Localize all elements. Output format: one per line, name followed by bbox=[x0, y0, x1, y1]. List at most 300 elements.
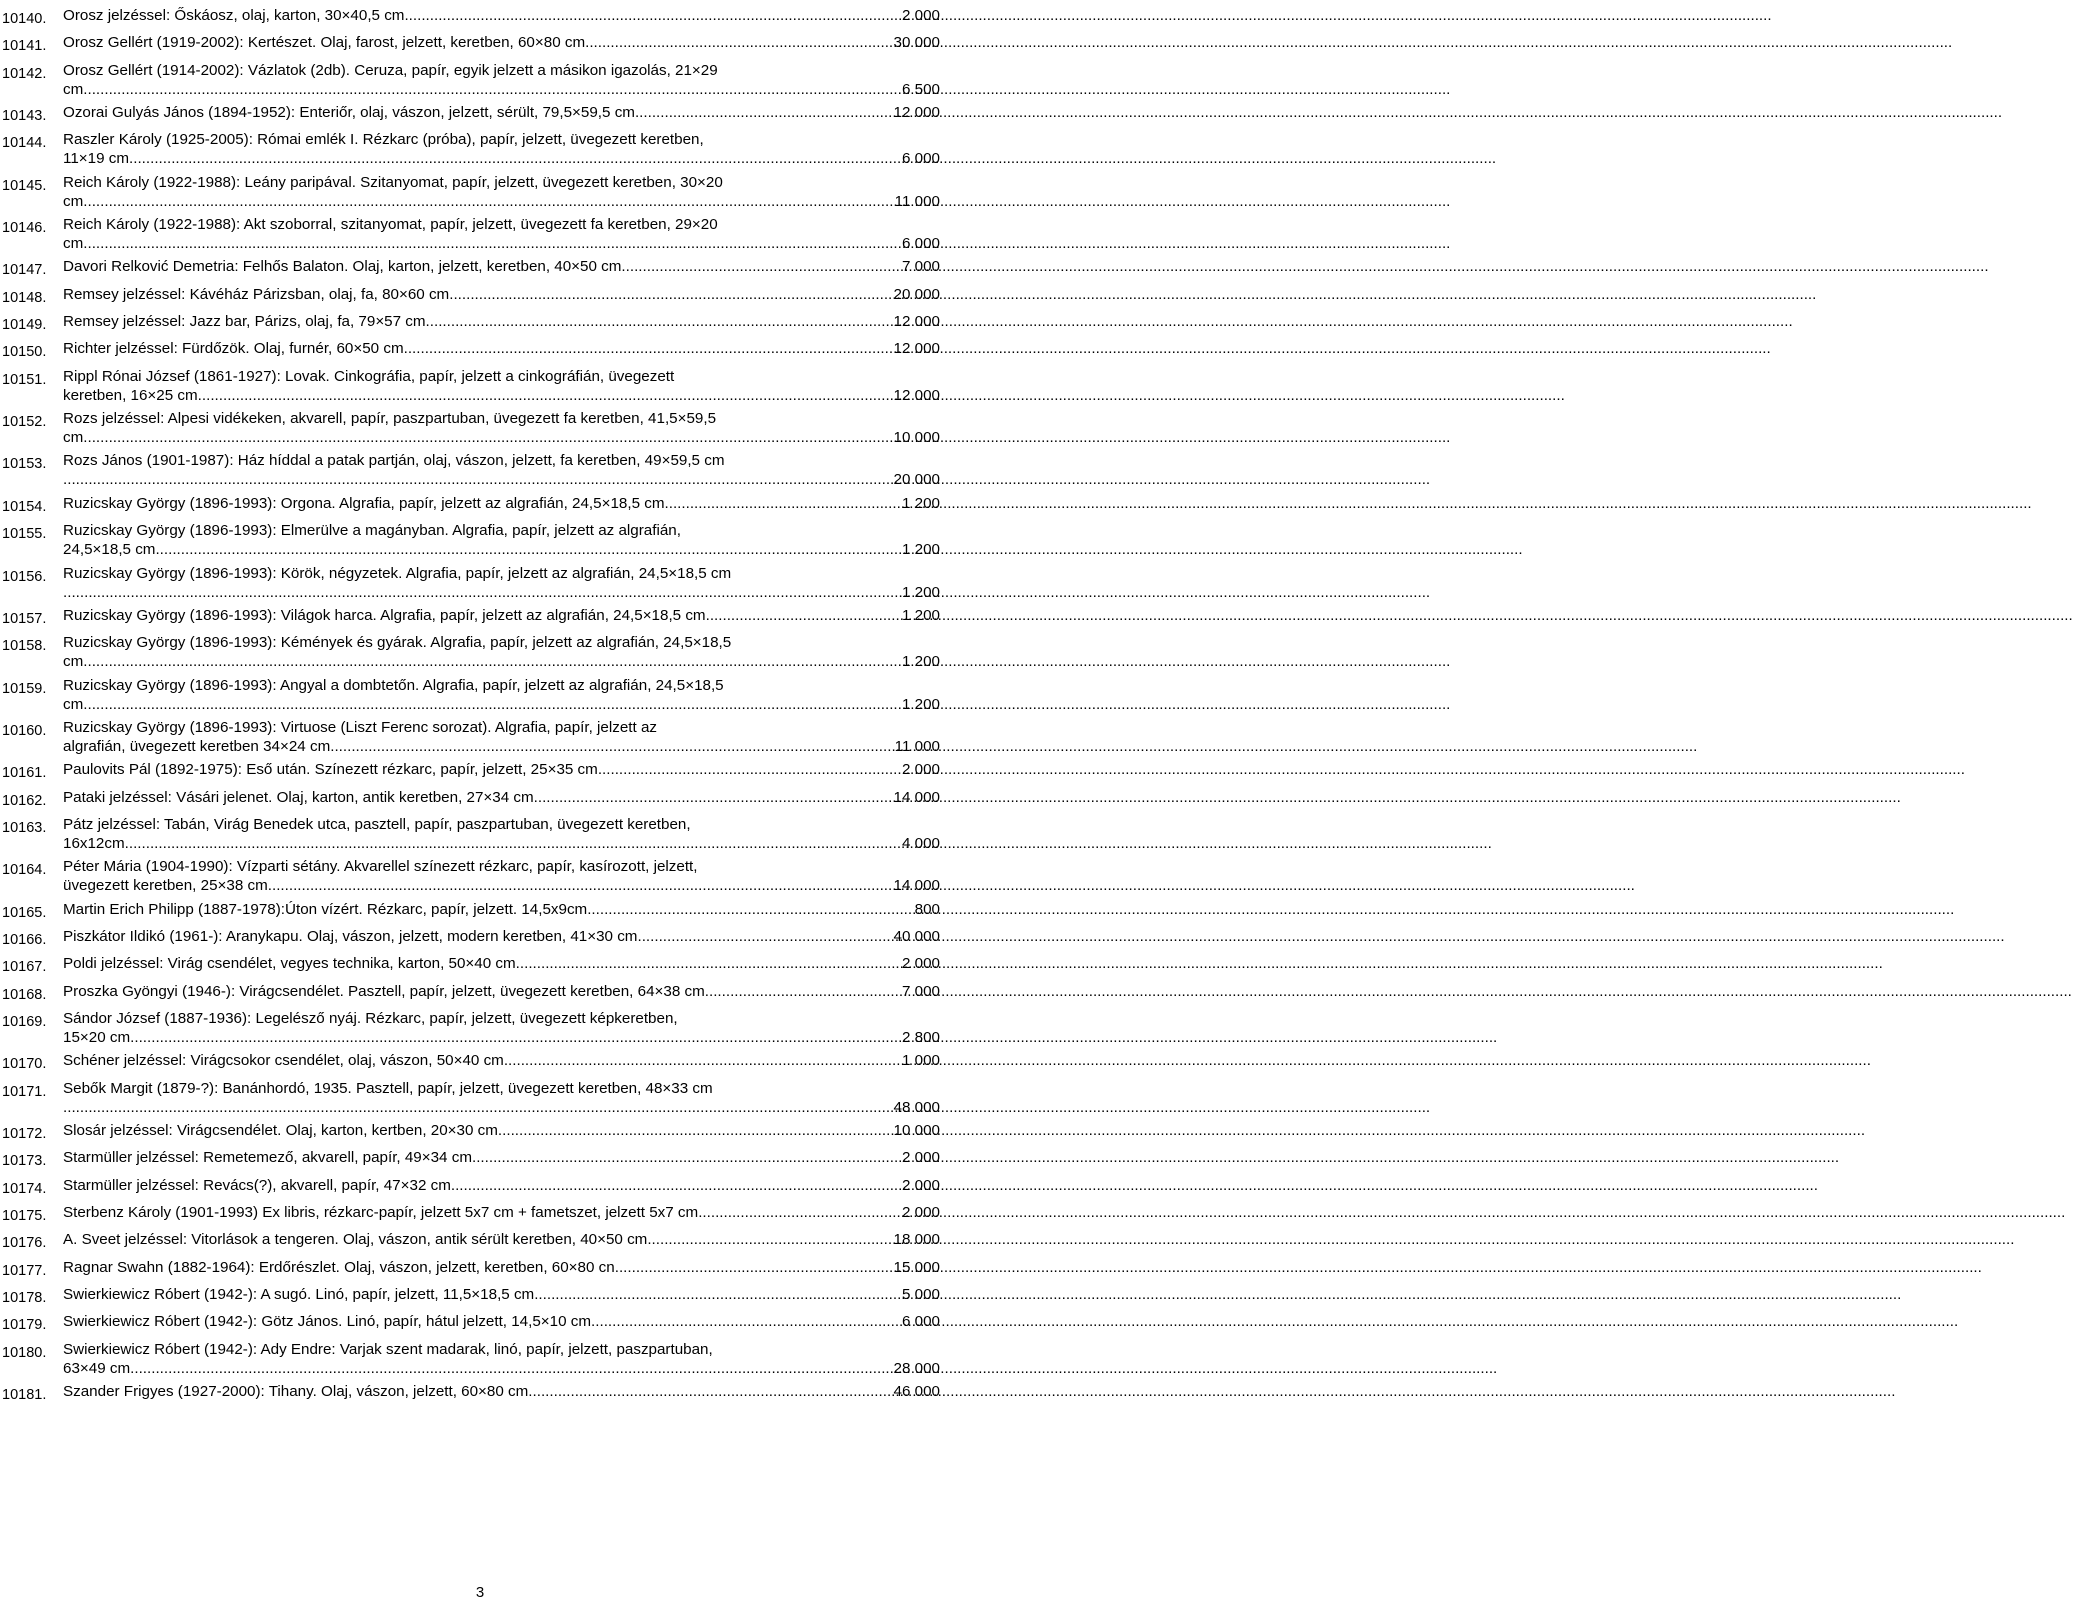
lot-number: 10146. bbox=[2, 220, 47, 237]
lot-description-text: Schéner jelzéssel: Virágcsokor csendélet, olaj, vászon, 50×40 cm bbox=[63, 1052, 504, 1070]
lot-description bbox=[63, 61, 940, 99]
lot-description-text: Swierkiewicz Róbert (1942-): Götz János. Linó, papír, hátul jelzett, 14,5×10 cm bbox=[63, 1313, 592, 1331]
catalog-entry bbox=[0, 451, 960, 489]
lot-price: 1 000 bbox=[901, 1052, 940, 1070]
lot-price: 2 000 bbox=[901, 1176, 940, 1194]
lot-description-text: Ruzicskay György (1896-1993): Orgona. Algrafia, papír, jelzett az algrafián, 24,5×18,5 cm bbox=[63, 494, 665, 512]
catalog-entry bbox=[0, 1121, 960, 1144]
lot-number: 10160. bbox=[2, 722, 47, 739]
dot-leader bbox=[63, 583, 902, 602]
lot-price: 48 000 bbox=[893, 1098, 940, 1116]
lot-number: 10151. bbox=[2, 371, 47, 388]
lot-description-text: Szander Frigyes (1927-2000): Tihany. Olaj, vászon, jelzett, 60×80 cm bbox=[63, 1383, 529, 1401]
lot-description bbox=[63, 815, 940, 853]
lot-description bbox=[63, 1079, 940, 1117]
lot-description bbox=[63, 1340, 940, 1378]
lot-number: 10153. bbox=[2, 456, 47, 473]
lot-price: 20 000 bbox=[893, 471, 940, 489]
lot-description bbox=[63, 173, 940, 211]
catalog-entry bbox=[0, 564, 960, 602]
lot-description bbox=[63, 1203, 940, 1222]
catalog-entry bbox=[0, 633, 960, 671]
dot-leader bbox=[83, 234, 902, 253]
dot-leader bbox=[635, 103, 894, 122]
lot-price: 11 000 bbox=[894, 737, 940, 755]
lot-description-text: Remsey jelzéssel: Jazz bar, Párizs, olaj, fa, 79×57 cm bbox=[63, 313, 426, 331]
lot-number: 10180. bbox=[2, 1344, 47, 1361]
dot-leader bbox=[615, 1258, 894, 1277]
lot-number: 10172. bbox=[2, 1126, 47, 1142]
catalog-entry bbox=[0, 900, 960, 923]
lot-description-text: Ruzicskay György (1896-1993): Világok harca. Algrafia, papír, jelzett az algrafián, 24,5×18,5 cm bbox=[63, 606, 706, 624]
catalog-entry bbox=[0, 521, 960, 559]
catalog-entry bbox=[0, 1258, 960, 1281]
catalog-entry bbox=[0, 606, 960, 629]
lot-description-text: 63×49 cm bbox=[63, 1359, 131, 1377]
lot-description bbox=[63, 564, 940, 602]
lot-number: 10163. bbox=[2, 819, 47, 836]
lot-description bbox=[63, 409, 940, 447]
lot-price: 10 000 bbox=[893, 1122, 940, 1139]
dot-leader bbox=[534, 788, 894, 807]
lot-description-text: cm bbox=[63, 235, 84, 253]
lot-number: 10149. bbox=[2, 317, 47, 334]
lot-price: 6 500 bbox=[901, 80, 940, 98]
dot-leader bbox=[587, 900, 914, 919]
lot-number: 10179. bbox=[2, 1317, 47, 1334]
catalog-entry bbox=[0, 215, 960, 253]
dot-leader bbox=[591, 1312, 902, 1331]
lot-description-text: Poldi jelzéssel: Virág csendélet, vegyes technika, karton, 50×40 cm bbox=[63, 955, 516, 973]
lot-number: 10140. bbox=[2, 11, 47, 27]
lot-description bbox=[63, 33, 940, 52]
lot-description bbox=[63, 1258, 940, 1277]
lot-number: 10171. bbox=[2, 1083, 47, 1100]
lot-description-text: 16x12cm bbox=[63, 834, 125, 852]
lot-description-text: üvegezett keretben, 25×38 cm bbox=[63, 877, 268, 895]
dot-leader bbox=[130, 1028, 902, 1047]
lot-price: 15 000 bbox=[893, 1258, 940, 1276]
catalog-entry bbox=[0, 6, 960, 29]
lot-description-text: Ragnar Swahn (1882-1964): Erdőrészlet. Olaj, vászon, jelzett, keretben, 60×80 cn bbox=[63, 1258, 615, 1276]
lot-number: 10162. bbox=[2, 792, 47, 809]
lot-description bbox=[63, 521, 940, 559]
lot-price-line bbox=[63, 540, 940, 559]
dot-leader bbox=[268, 876, 894, 895]
lot-number: 10159. bbox=[2, 680, 47, 697]
lot-description-text: Starmüller jelzéssel: Remetemező, akvarell, papír, 49×34 cm bbox=[63, 1149, 472, 1167]
lot-number: 10147. bbox=[2, 262, 47, 279]
lot-number: 10142. bbox=[2, 65, 47, 82]
page-number: 3 bbox=[475, 1584, 485, 1601]
lot-price-line bbox=[63, 103, 940, 122]
dot-leader bbox=[83, 695, 902, 714]
lot-description-text: 15×20 cm bbox=[63, 1028, 131, 1046]
lot-description bbox=[63, 760, 940, 779]
dot-leader bbox=[83, 80, 902, 99]
lot-description-first-line: Reich Károly (1922-1988): Leány paripával. Szitanyomat, papír, jelzett, üvegezett keretben, 30×20 bbox=[63, 173, 723, 191]
lot-description-first-line: Sebők Margit (1879-?): Banánhordó, 1935. Pasztell, papír, jelzett, üvegezett keretben, 48×33 cm bbox=[63, 1079, 713, 1097]
lot-number: 10154. bbox=[2, 498, 47, 515]
catalog-entry bbox=[0, 285, 960, 308]
dot-leader bbox=[637, 927, 893, 946]
catalog-entry bbox=[0, 1203, 960, 1226]
lot-price: 6 000 bbox=[901, 1313, 940, 1331]
lot-price-line bbox=[63, 1312, 940, 1331]
dot-leader bbox=[129, 149, 902, 168]
lot-description bbox=[63, 718, 940, 756]
lot-price: 46 000 bbox=[893, 1383, 940, 1401]
lot-description-text: Sterbenz Károly (1901-1993) Ex libris, rézkarc-papír, jelzett 5x7 cm + fametszet, jelzett 5x7 cm bbox=[63, 1204, 699, 1222]
lot-description-text: Slosár jelzéssel: Virágcsendélet. Olaj, karton, kertben, 20×30 cm bbox=[63, 1122, 498, 1139]
lot-description bbox=[63, 339, 940, 358]
lot-number: 10170. bbox=[2, 1056, 47, 1073]
lot-price: 5 000 bbox=[901, 1286, 940, 1304]
dot-leader bbox=[598, 760, 902, 779]
lot-price-line bbox=[63, 652, 940, 671]
dot-leader bbox=[504, 1051, 902, 1070]
lot-price-line bbox=[63, 695, 940, 714]
lot-description-text: A. Sveet jelzéssel: Vitorlások a tengeren. Olaj, vászon, antik sérült keretben, 40×50 cm bbox=[63, 1231, 648, 1249]
dot-leader bbox=[705, 982, 902, 1001]
catalog-entry bbox=[0, 1148, 960, 1171]
lot-number: 10181. bbox=[2, 1387, 47, 1404]
lot-price-line bbox=[63, 1258, 940, 1277]
lot-price: 14 000 bbox=[893, 788, 940, 806]
lot-description-first-line: Pátz jelzéssel: Tabán, Virág Benedek utca, pasztell, papír, paszpartuban, üvegezett keretben, bbox=[63, 815, 691, 833]
catalog-entry bbox=[0, 103, 960, 126]
catalog-entry bbox=[0, 954, 960, 977]
dot-leader bbox=[585, 33, 893, 52]
lot-price-line bbox=[63, 386, 940, 405]
lot-price-line bbox=[63, 470, 940, 489]
lot-price-line bbox=[63, 33, 940, 52]
lot-number: 10145. bbox=[2, 177, 47, 194]
lot-price-line bbox=[63, 1176, 940, 1195]
lot-description bbox=[63, 1382, 940, 1401]
lot-price-line bbox=[63, 1230, 940, 1249]
lot-description-first-line: Rippl Rónai József (1861-1927): Lovak. Cinkográfia, papír, jelzett a cinkográfián, üvegezett bbox=[63, 367, 675, 385]
lot-price-line bbox=[63, 192, 940, 211]
catalog-entry bbox=[0, 788, 960, 811]
lot-number: 10158. bbox=[2, 638, 47, 655]
lot-description-text: keretben, 16×25 cm bbox=[63, 386, 198, 404]
lot-price: 7 000 bbox=[901, 258, 940, 276]
lot-price-line bbox=[63, 1121, 940, 1140]
lot-price: 28 000 bbox=[893, 1359, 940, 1377]
lot-price-line bbox=[63, 1359, 940, 1378]
lot-price-line bbox=[63, 80, 940, 99]
lot-price-line bbox=[63, 428, 940, 447]
dot-leader bbox=[426, 312, 894, 331]
dot-leader bbox=[330, 737, 894, 756]
dot-leader bbox=[451, 1176, 902, 1195]
lot-description bbox=[63, 900, 940, 919]
lot-description-text: 24,5×18,5 cm bbox=[63, 541, 156, 559]
catalog-entry bbox=[0, 927, 960, 950]
lot-price-line bbox=[63, 927, 940, 946]
lot-price-line bbox=[63, 737, 940, 756]
lot-price-line bbox=[63, 494, 940, 513]
lot-description-text: Orosz jelzéssel: Őskáosz, olaj, karton, 30×40,5 cm bbox=[63, 7, 405, 24]
lot-description-first-line: Ruzicskay György (1896-1993): Kémények és gyárak. Algrafia, papír, jelzett az algrafián, 24,5×18,5 bbox=[63, 634, 732, 652]
lot-description bbox=[63, 1051, 940, 1070]
dot-leader bbox=[498, 1121, 894, 1140]
lot-number: 10167. bbox=[2, 959, 47, 976]
lot-description bbox=[63, 633, 940, 671]
catalog-entry bbox=[0, 367, 960, 405]
lot-price: 12 000 bbox=[893, 340, 940, 358]
catalog-entry bbox=[0, 1285, 960, 1308]
lot-description-first-line: Ruzicskay György (1896-1993): Körök, négyzetek. Algrafia, papír, jelzett az algrafián, 24,5×18,5 cm bbox=[63, 564, 732, 582]
lot-description-text: cm bbox=[63, 653, 84, 671]
lot-price: 2 000 bbox=[901, 761, 940, 779]
lot-price: 12 000 bbox=[893, 313, 940, 331]
catalog-entry bbox=[0, 33, 960, 56]
lot-price-line bbox=[63, 1051, 940, 1070]
lot-description-first-line: Péter Mária (1904-1990): Vízparti sétány. Akvarellel színezett rézkarc, papír, kasírozott, jelzett, bbox=[63, 858, 698, 876]
lot-price: 30 000 bbox=[893, 34, 940, 52]
catalog-entry bbox=[0, 1230, 960, 1253]
lot-description bbox=[63, 285, 940, 304]
lot-number: 10178. bbox=[2, 1290, 47, 1307]
dot-leader bbox=[155, 540, 902, 559]
catalog-entry bbox=[0, 982, 960, 1005]
catalog-entry bbox=[0, 339, 960, 362]
lot-price-line bbox=[63, 788, 940, 807]
dot-leader bbox=[404, 339, 894, 358]
lot-price-line bbox=[63, 312, 940, 331]
lot-price: 6 000 bbox=[901, 150, 940, 168]
lot-number: 10176. bbox=[2, 1235, 47, 1252]
lot-description bbox=[63, 367, 940, 405]
lot-description-first-line: Rozs jelzéssel: Alpesi vidékeken, akvarell, papír, paszpartuban, üvegezett fa keretben, 41,5×59,5 bbox=[63, 410, 717, 428]
lot-price-line bbox=[63, 149, 940, 168]
dot-leader bbox=[647, 1230, 893, 1249]
lot-price-line bbox=[63, 760, 940, 779]
lot-number: 10165. bbox=[2, 904, 47, 921]
lot-price: 20 000 bbox=[893, 285, 940, 303]
lot-price: 1 200 bbox=[901, 541, 940, 559]
dot-leader bbox=[665, 494, 902, 513]
catalog-entry bbox=[0, 1382, 960, 1405]
lot-description bbox=[63, 676, 940, 714]
catalog-entry bbox=[0, 409, 960, 447]
catalog-entry bbox=[0, 61, 960, 99]
lot-description-text: Davori Relković Demetria: Felhős Balaton. Olaj, karton, jelzett, keretben, 40×50 cm bbox=[63, 258, 622, 276]
dot-leader bbox=[404, 6, 902, 25]
lot-description bbox=[63, 1312, 940, 1331]
lot-description-text: cm bbox=[63, 429, 84, 447]
lot-description-text: Piszkátor Ildikó (1961-): Aranykapu. Olaj, vászon, jelzett, modern keretben, 41×30 cm bbox=[63, 927, 638, 945]
dot-leader bbox=[706, 606, 902, 625]
lot-number: 10174. bbox=[2, 1180, 47, 1197]
lot-price-line bbox=[63, 1098, 940, 1117]
lot-price-line bbox=[63, 876, 940, 895]
dot-leader bbox=[83, 652, 902, 671]
lot-price-line bbox=[63, 583, 940, 602]
lot-price: 2 000 bbox=[901, 1204, 940, 1222]
lot-price: 2 000 bbox=[901, 1149, 940, 1167]
lot-price: 1 200 bbox=[901, 606, 940, 624]
lot-price-line bbox=[63, 954, 940, 973]
lot-number: 10143. bbox=[2, 108, 47, 125]
lot-number: 10141. bbox=[2, 38, 47, 55]
lot-price: 4 000 bbox=[901, 834, 940, 852]
catalog-entry bbox=[0, 173, 960, 211]
lot-description bbox=[63, 954, 940, 973]
lot-description-first-line: Swierkiewicz Róbert (1942-): Ady Endre: Varjak szent madarak, linó, papír, jelzett, paszpartuban, bbox=[63, 1340, 713, 1358]
dot-leader bbox=[130, 1359, 893, 1378]
lot-price-line bbox=[63, 1203, 940, 1222]
dot-leader bbox=[698, 1203, 902, 1222]
catalog-entry bbox=[0, 1079, 960, 1117]
lot-price-line bbox=[63, 1148, 940, 1167]
lot-description-first-line: Rozs János (1901-1987): Ház híddal a patak partján, olaj, vászon, jelzett, fa keretben, 49×59,5 cm bbox=[63, 452, 725, 470]
lot-description-text: Pataki jelzéssel: Vásári jelenet. Olaj, karton, antik keretben, 27×34 cm bbox=[63, 788, 534, 806]
lot-price: 1 200 bbox=[901, 583, 940, 601]
lot-description-first-line: Ruzicskay György (1896-1993): Elmerülve a magányban. Algrafia, papír, jelzett az algrafián, bbox=[63, 522, 681, 540]
lot-number: 10164. bbox=[2, 862, 47, 879]
lot-description bbox=[63, 494, 940, 513]
lot-description-text: algrafián, üvegezett keretben 34×24 cm bbox=[63, 737, 331, 755]
lot-description-text: Paulovits Pál (1892-1975): Eső után. Színezett rézkarc, papír, jelzett, 25×35 cm bbox=[63, 761, 598, 779]
lot-price: 11 000 bbox=[894, 192, 940, 210]
lot-description bbox=[63, 1230, 940, 1249]
lot-price-line bbox=[63, 982, 940, 1001]
lot-price: 40 000 bbox=[893, 927, 940, 945]
lot-price: 7 000 bbox=[901, 982, 940, 1000]
catalog-entry bbox=[0, 857, 960, 895]
lot-number: 10148. bbox=[2, 289, 47, 306]
catalog-entry bbox=[0, 1009, 960, 1047]
catalog-entry bbox=[0, 312, 960, 335]
lot-description-text: Remsey jelzéssel: Kávéház Párizsban, olaj, fa, 80×60 cm bbox=[63, 285, 450, 303]
lot-number: 10173. bbox=[2, 1153, 47, 1170]
lot-price: 1 200 bbox=[901, 494, 940, 512]
lot-price: 14 000 bbox=[893, 877, 940, 895]
dot-leader bbox=[449, 285, 893, 304]
lot-description bbox=[63, 606, 940, 625]
lot-description bbox=[63, 1009, 940, 1047]
lot-price: 800 bbox=[914, 900, 940, 918]
lot-price: 2 000 bbox=[901, 955, 940, 973]
lot-price: 6 000 bbox=[901, 235, 940, 253]
lot-price: 1 200 bbox=[901, 653, 940, 671]
dot-leader bbox=[472, 1148, 902, 1167]
dot-leader bbox=[516, 954, 902, 973]
lot-number: 10155. bbox=[2, 526, 47, 543]
lot-price-line bbox=[63, 6, 940, 25]
catalog-entry bbox=[0, 130, 960, 168]
lot-number: 10169. bbox=[2, 1013, 47, 1030]
lot-description-first-line: Sándor József (1887-1936): Legelésző nyáj. Rézkarc, papír, jelzett, üvegezett képkeretben, bbox=[63, 1009, 678, 1027]
catalog-entry bbox=[0, 1176, 960, 1199]
lot-description bbox=[63, 1148, 940, 1167]
dot-leader bbox=[83, 428, 893, 447]
catalog-list bbox=[0, 6, 960, 1409]
lot-description bbox=[63, 982, 940, 1001]
lot-number: 10166. bbox=[2, 931, 47, 948]
lot-description bbox=[63, 6, 940, 25]
catalog-entry bbox=[0, 1312, 960, 1335]
catalog-entry bbox=[0, 815, 960, 853]
catalog-entry bbox=[0, 760, 960, 783]
dot-leader bbox=[621, 257, 902, 276]
lot-price-line bbox=[63, 257, 940, 276]
lot-price-line bbox=[63, 1382, 940, 1401]
lot-description bbox=[63, 103, 940, 122]
dot-leader bbox=[528, 1382, 893, 1401]
lot-description bbox=[63, 451, 940, 489]
catalog-entry bbox=[0, 1340, 960, 1378]
catalog-entry bbox=[0, 718, 960, 756]
lot-number: 10150. bbox=[2, 344, 47, 361]
lot-description-text: 11×19 cm bbox=[63, 150, 129, 168]
lot-number: 10152. bbox=[2, 414, 47, 431]
lot-price: 1 200 bbox=[901, 695, 940, 713]
lot-price: 18 000 bbox=[893, 1231, 940, 1249]
lot-description bbox=[63, 1285, 940, 1304]
dot-leader bbox=[83, 192, 894, 211]
lot-price: 2 800 bbox=[901, 1028, 940, 1046]
dot-leader bbox=[63, 1098, 894, 1117]
catalog-entry bbox=[0, 257, 960, 280]
lot-description bbox=[63, 927, 940, 946]
dot-leader bbox=[125, 834, 902, 853]
catalog-entry bbox=[0, 494, 960, 517]
lot-price-line bbox=[63, 834, 940, 853]
lot-description-first-line: Reich Károly (1922-1988): Akt szoborral, szitanyomat, papír, jelzett, üvegezett fa keretben, 29×20 bbox=[63, 216, 718, 234]
lot-number: 10177. bbox=[2, 1262, 47, 1279]
catalog-entry bbox=[0, 1051, 960, 1074]
lot-description bbox=[63, 215, 940, 253]
lot-description-first-line: Ruzicskay György (1896-1993): Virtuose (Liszt Ferenc sorozat). Algrafia, papír, jelzett az bbox=[63, 718, 657, 736]
lot-number: 10144. bbox=[2, 135, 47, 152]
lot-price-line bbox=[63, 1285, 940, 1304]
dot-leader bbox=[63, 470, 894, 489]
lot-description bbox=[63, 1121, 940, 1140]
lot-price: 10 000 bbox=[893, 429, 940, 447]
lot-description-text: cm bbox=[63, 192, 84, 210]
lot-number: 10168. bbox=[2, 986, 47, 1003]
lot-description-text: cm bbox=[63, 695, 84, 713]
lot-price-line bbox=[63, 285, 940, 304]
dot-leader bbox=[198, 386, 894, 405]
lot-number: 10156. bbox=[2, 568, 47, 585]
lot-price: 2 000 bbox=[901, 7, 940, 24]
lot-price-line bbox=[63, 606, 940, 625]
lot-price-line bbox=[63, 339, 940, 358]
lot-description-text: Martin Erich Philipp (1887-1978):Úton vízért. Rézkarc, papír, jelzett. 14,5x9cm bbox=[63, 900, 588, 918]
lot-description-first-line: Raszler Károly (1925-2005): Római emlék I. Rézkarc (próba), papír, jelzett, üvegezett keretben, bbox=[63, 131, 704, 149]
lot-number: 10175. bbox=[2, 1208, 47, 1225]
dot-leader bbox=[534, 1285, 902, 1304]
lot-description bbox=[63, 312, 940, 331]
lot-price-line bbox=[63, 900, 940, 919]
catalog-entry bbox=[0, 676, 960, 714]
lot-description bbox=[63, 1176, 940, 1195]
lot-number: 10157. bbox=[2, 610, 47, 627]
lot-description bbox=[63, 788, 940, 807]
lot-description bbox=[63, 130, 940, 168]
lot-price-line bbox=[63, 234, 940, 253]
lot-description bbox=[63, 857, 940, 895]
lot-price: 12 000 bbox=[893, 104, 940, 122]
lot-description-text: Proszka Gyöngyi (1946-): Virágcsendélet. Pasztell, papír, jelzett, üvegezett keretben, 64×38 cm bbox=[63, 982, 705, 1000]
lot-number: 10161. bbox=[2, 765, 47, 782]
lot-description-text: Orosz Gellért (1919-2002): Kertészet. Olaj, farost, jelzett, keretben, 60×80 cm bbox=[63, 34, 586, 52]
